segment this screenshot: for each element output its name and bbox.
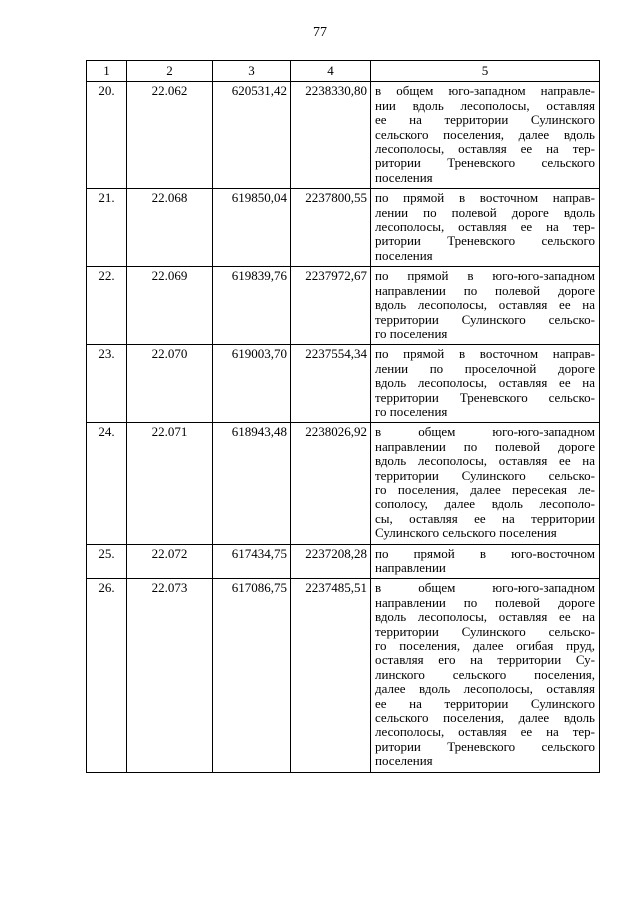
description-line: территории Сулинского сельско-	[375, 623, 595, 639]
y-coordinate-cell: 2237972,67	[291, 267, 371, 345]
y-coordinate-cell: 2237554,34	[291, 345, 371, 423]
description-line: ритории Треневского сельского	[375, 155, 595, 171]
description-line: вдоль лесополосы, оставляя ее на	[375, 375, 595, 391]
description-line: лении по полевой дороге вдоль	[375, 204, 595, 220]
description-cell	[371, 544, 600, 579]
point-number-cell: 22.073	[127, 579, 213, 772]
x-coordinate-cell: 618943,48	[213, 423, 291, 544]
description-line: лении по проселочной дороге	[375, 360, 595, 376]
description-line: го поселения, далее пересекая ле-	[375, 481, 595, 497]
description-line: ритории Треневского сельского	[375, 233, 595, 249]
description-line: нии вдоль лесополосы, оставляя	[375, 97, 595, 113]
x-coordinate-cell: 619003,70	[213, 345, 291, 423]
description-line: в общем юго-юго-западном	[375, 580, 595, 596]
description-line: ее на территории Сулинского	[375, 112, 595, 128]
row-number-cell: 20.	[87, 82, 127, 189]
table-header-row	[87, 61, 600, 82]
description-line: по прямой в юго-юго-западном	[375, 268, 595, 284]
y-coordinate-cell: 2238330,80	[291, 82, 371, 189]
point-number-cell: 22.070	[127, 345, 213, 423]
description-line: направлении по полевой дороге	[375, 282, 595, 298]
description-line: вдоль лесополосы, оставляя ее на	[375, 453, 595, 469]
table-row	[87, 579, 600, 772]
description-line: го поселения, далее огибая пруд,	[375, 638, 595, 654]
description-line: ритории Треневского сельского	[375, 738, 595, 754]
description-line: Сулинского сельского поселения	[375, 525, 557, 541]
boundary-table	[86, 60, 600, 773]
description-line: в общем юго-юго-западном	[375, 424, 595, 440]
x-coordinate-cell: 617434,75	[213, 544, 291, 579]
x-coordinate-cell: 619850,04	[213, 189, 291, 267]
point-number-cell: 22.071	[127, 423, 213, 544]
point-number-cell: 22.068	[127, 189, 213, 267]
description-line: сы, оставляя ее на территории	[375, 510, 595, 526]
point-number-cell: 22.072	[127, 544, 213, 579]
description-line: сельского поселения, далее вдоль	[375, 126, 595, 142]
row-number-cell: 23.	[87, 345, 127, 423]
table-row	[87, 267, 600, 345]
description-line: лесополосы, оставляя ее на тер-	[375, 724, 595, 740]
table-row	[87, 544, 600, 579]
row-number-cell: 22.	[87, 267, 127, 345]
table-row	[87, 423, 600, 544]
description-line: го поселения	[375, 403, 448, 419]
description-line: поселения	[375, 169, 433, 185]
row-number-cell: 24.	[87, 423, 127, 544]
description-line: вдоль лесополосы, оставляя ее на	[375, 609, 595, 625]
description-line: далее вдоль лесополосы, оставляя	[375, 681, 595, 697]
x-coordinate-cell: 619839,76	[213, 267, 291, 345]
x-coordinate-cell: 617086,75	[213, 579, 291, 772]
y-coordinate-cell: 2238026,92	[291, 423, 371, 544]
description-line: лесополосы, оставляя ее на тер-	[375, 141, 595, 157]
row-number-cell: 25.	[87, 544, 127, 579]
description-cell	[371, 189, 600, 267]
column-header: 2	[127, 61, 213, 82]
column-header: 3	[213, 61, 291, 82]
description-line: сельского поселения, далее вдоль	[375, 710, 595, 726]
description-line: го поселения	[375, 325, 448, 341]
description-cell	[371, 345, 600, 423]
description-line: по прямой в юго-восточном	[375, 545, 595, 561]
description-cell	[371, 579, 600, 772]
description-line: по прямой в восточном направ-	[375, 190, 595, 206]
y-coordinate-cell: 2237208,28	[291, 544, 371, 579]
description-cell	[371, 423, 600, 544]
description-line: направлении	[375, 560, 446, 575]
description-line: линского сельского поселения,	[375, 666, 595, 682]
description-line: поселения	[375, 753, 433, 769]
y-coordinate-cell: 2237485,51	[291, 579, 371, 772]
column-header: 1	[87, 61, 127, 82]
description-cell	[371, 82, 600, 189]
description-line: лесополосы, оставляя ее на тер-	[375, 219, 595, 235]
description-line: направлении по полевой дороге	[375, 438, 595, 454]
description-cell	[371, 267, 600, 345]
description-line: территории Треневского сельско-	[375, 389, 595, 405]
y-coordinate-cell: 2237800,55	[291, 189, 371, 267]
description-line: сополосу, далее вдоль лесополо-	[375, 496, 595, 512]
description-line: вдоль лесополосы, оставляя ее на	[375, 297, 595, 313]
column-header: 5	[371, 61, 600, 82]
table-row	[87, 82, 600, 189]
x-coordinate-cell: 620531,42	[213, 82, 291, 189]
point-number-cell: 22.069	[127, 267, 213, 345]
description-line: по прямой в восточном направ-	[375, 346, 595, 362]
table-row	[87, 189, 600, 267]
row-number-cell: 26.	[87, 579, 127, 772]
page-number: 77	[313, 25, 327, 40]
table-row	[87, 345, 600, 423]
description-line: оставляя его на территории Су-	[375, 652, 595, 668]
description-line: территории Сулинского сельско-	[375, 467, 595, 483]
description-line: поселения	[375, 247, 433, 263]
description-line: ее на территории Сулинского	[375, 695, 595, 711]
description-line: территории Сулинского сельско-	[375, 311, 595, 327]
description-line: в общем юго-западном направле-	[375, 83, 595, 99]
row-number-cell: 21.	[87, 189, 127, 267]
point-number-cell: 22.062	[127, 82, 213, 189]
column-header: 4	[291, 61, 371, 82]
description-line: направлении по полевой дороге	[375, 594, 595, 610]
